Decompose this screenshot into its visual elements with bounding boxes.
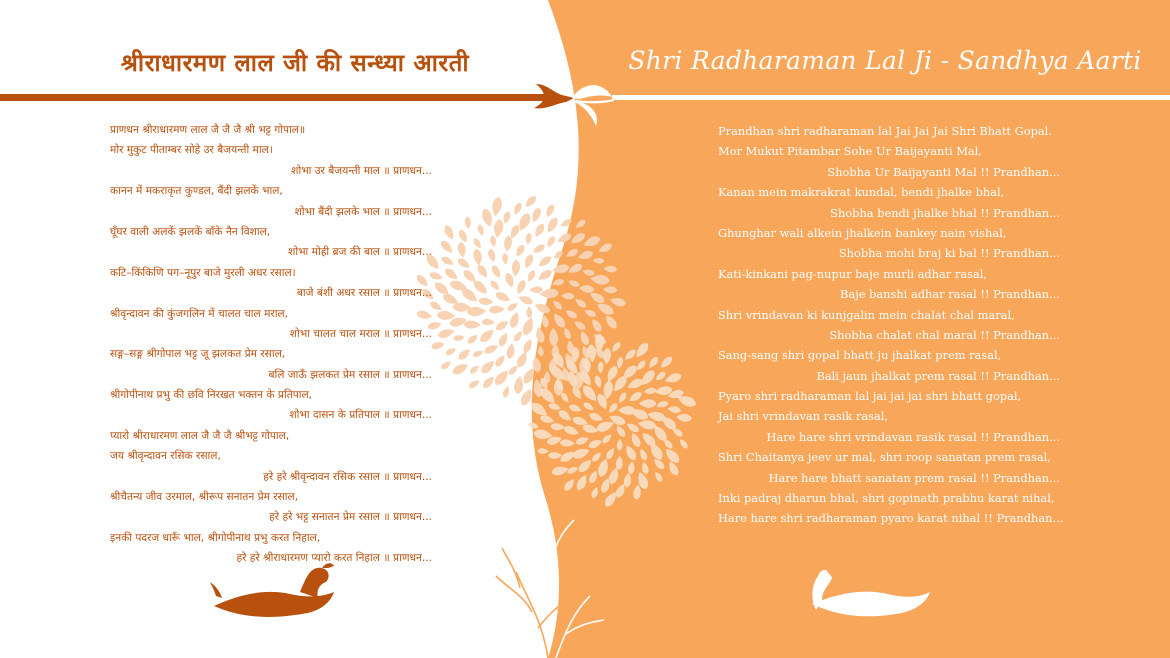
hindi-lyric-line: शोभा चालत चाल मराल ॥ प्राणधन... [289, 327, 432, 340]
hindi-lyric-line: मोर मुकुट पीताम्बर सोहे उर बैजयन्ती माल। [110, 144, 273, 157]
hindi-lyric-line: कानन में मकराकृत कुण्डल, बैंदी झलकें भाल, [110, 185, 283, 198]
hindi-lyric-line: बाजे बंशी अधर रसाल ॥ प्राणधन... [296, 287, 432, 300]
english-lyric-line: Kati-kinkani pag-nupur baje murli adhar rasal, [718, 266, 988, 281]
english-lyric-line: Shobha mohi braj ki bal !! Prandhan... [838, 246, 1060, 261]
hindi-lyric-line: घूँघर वाली अलकें झलकें बाँके नैन विशाल, [110, 225, 271, 238]
english-lyric-line: Sang-sang shri gopal bhatt ju jhalkat prem rasal, [718, 348, 1002, 363]
peacock-left [210, 563, 334, 617]
hindi-lyric-line: इनकी पदरज धारूँ भाल, श्रीगोपीनाथ प्रभु करत निहाल, [110, 531, 321, 544]
hindi-lyric-line: जय श्रीवृन्दावन रसिक रसाल, [110, 450, 221, 463]
english-lyric-line: Shri Chaitanya jeev ur mal, shri roop sanatan prem rasal, [718, 450, 1051, 465]
english-lyrics [718, 121, 1064, 529]
hindi-lyric-line: बलि जाऊँ झलकत प्रेम रसाल ॥ प्राणधन... [268, 368, 432, 381]
english-lyric-line: Prandhan shri radharaman lal Jai Jai Jai Shri Bhatt Gopal. [718, 124, 1052, 138]
english-lyric-line: Shobha chalat chal maral !! Prandhan... [829, 327, 1060, 342]
english-lyric-line: Mor Mukut Pitambar Sohe Ur Baijayanti Mal, [718, 144, 982, 159]
hindi-lyric-line: प्यारो श्रीराधारमण लाल जै जै जै श्रीभट्ट गोपाल, [110, 429, 290, 442]
hindi-lyric-line: हरे हरे श्रीराधारमण प्यारो करत निहाल ॥ प्राणधन... [236, 552, 432, 565]
left-title-band [0, 94, 548, 101]
hindi-lyric-line: हरे हरे श्रीवृन्दावन रसिक रसाल ॥ प्राणधन... [263, 470, 432, 483]
english-lyric-line: Shobha Ur Baijayanti Mal !! Prandhan... [827, 164, 1060, 179]
hindi-lyric-line: सङ्ग–सङ्ग श्रीगोपाल भट्ट जू झलकत प्रेम रसाल, [110, 348, 286, 361]
hindi-lyric-line: कटि–किंकिणि पग–नूपुर बाजे मुरली अधर रसाल। [110, 266, 296, 279]
hindi-lyric-line: शोभा बैंदी झलके भाल ॥ प्राणधन... [294, 205, 432, 218]
hindi-lyric-line: श्रीवृन्दावन की कुंजगलिन में चालत चाल मराल, [110, 307, 289, 320]
english-lyric-line: Shobha bendi jhalke bhal !! Prandhan... [830, 205, 1060, 220]
hindi-title: श्रीराधारमण लाल जी की सन्ध्या आरती [120, 49, 470, 77]
english-lyric-line: Pyaro shri radharaman lal jai jai jai shri bhatt gopal, [718, 389, 1022, 404]
english-lyric-line: Inki padraj dharun bhal, shri gopinath prabhu karat nihal, [718, 491, 1055, 506]
english-lyric-line: Shri vrindavan ki kunjgalin mein chalat chal maral, [718, 307, 1015, 322]
hindi-lyrics [110, 120, 432, 569]
hindi-lyric-line: शोभा मोही ब्रज की बाल ॥ प्राणधन... [288, 246, 432, 259]
english-lyric-line: Hare hare shri radharaman pyaro karat nihal !! Prandhan... [718, 511, 1064, 526]
hindi-lyric-line: श्रीगोपीनाथ प्रभु की छवि निरखत भक्तन के प्रतिपाल, [110, 389, 313, 402]
english-lyric-line: Jai shri vrindavan rasik rasal, [718, 409, 889, 424]
english-lyric-line: Ghunghar wali alkein jhalkein bankey nain vishal, [718, 225, 1007, 240]
english-lyric-line: Hare hare bhatt sanatan prem rasal !! Prandhan... [768, 470, 1060, 485]
english-lyric-line: Hare hare shri vrindavan rasik rasal !! Prandhan... [766, 429, 1060, 444]
hindi-lyric-line: शोभा दासन के प्रतिपाल ॥ प्राणधन... [289, 409, 432, 422]
english-lyric-line: Bali jaun jhalkat prem rasal !! Prandhan... [816, 368, 1060, 383]
english-title: Shri Radharaman Lal Ji - Sandhya Aarti [628, 46, 1142, 75]
english-lyric-line: Kanan mein makrakrat kundal, bendi jhalke bhal, [718, 185, 1005, 200]
right-title-band [612, 95, 1170, 100]
english-lyric-line: Baje banshi adhar rasal !! Prandhan... [840, 287, 1060, 302]
hindi-lyric-line: प्राणधन श्रीराधारमण लाल जै जै जै श्री भट्ट गोपाल॥ [110, 124, 306, 136]
hindi-lyric-line: हरे हरे भट्ट सनातन प्रेम रसाल ॥ प्राणधन... [269, 511, 432, 524]
hindi-lyric-line: शोभा उर बैजयन्ती माल ॥ प्राणधन... [291, 164, 432, 177]
hindi-lyric-line: श्रीचैतन्य जीव उरमाल, श्रीरूप सनातन प्रेम रसाल, [110, 491, 299, 504]
